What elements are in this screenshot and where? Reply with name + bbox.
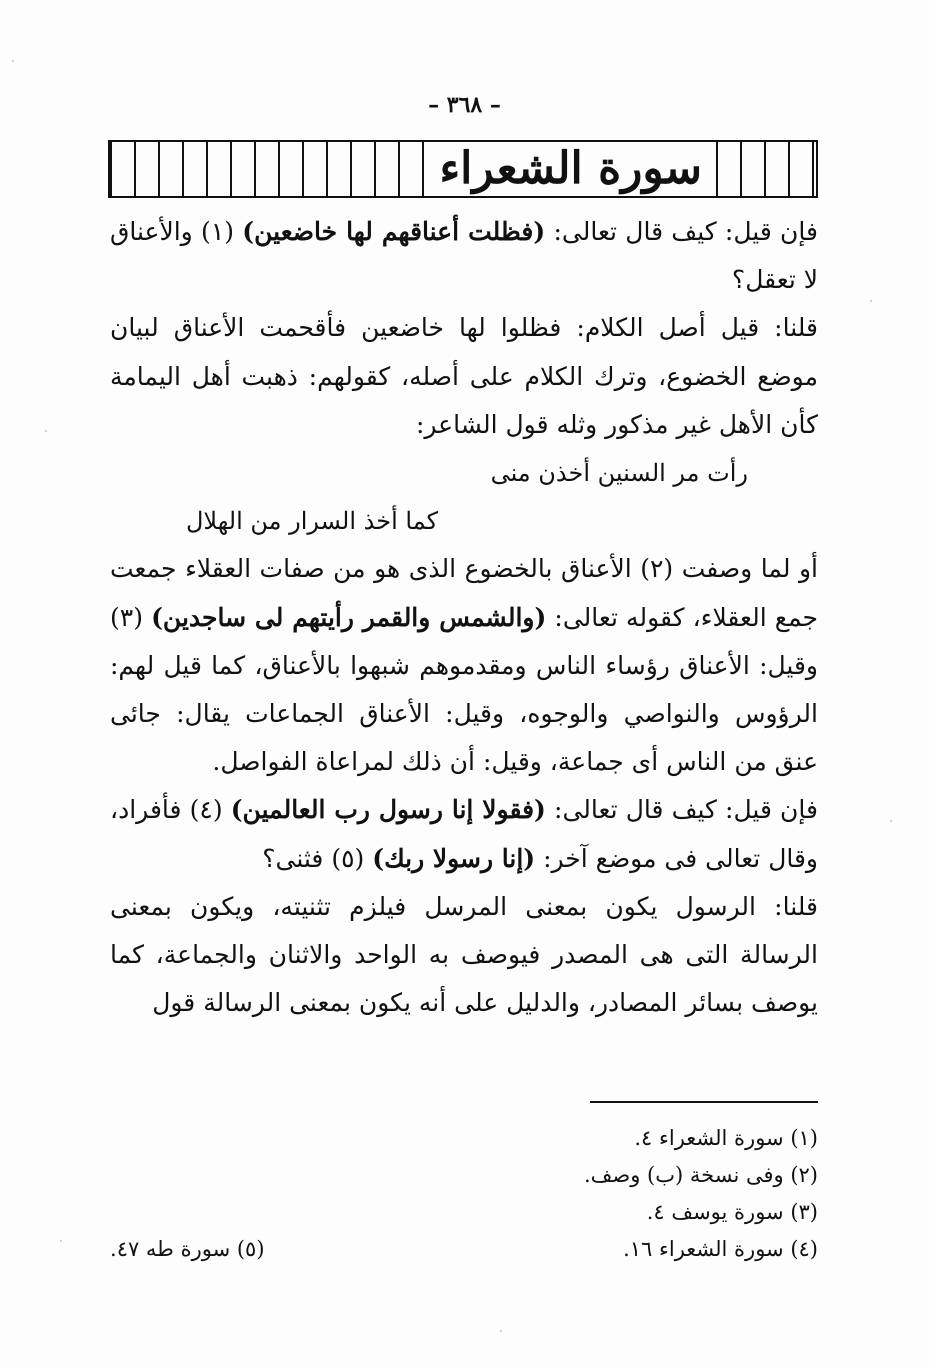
poem-line-2: كما أخذ السرار من الهلال bbox=[185, 507, 438, 536]
question-2-end: (٥) فثنى؟ bbox=[262, 843, 373, 873]
footnote-ref: (١) bbox=[192, 217, 243, 246]
scan-speck bbox=[45, 430, 47, 432]
surah-title: سورة الشعراء bbox=[425, 142, 716, 196]
question-2-mid: (٤) فأفراد، وقال تعالى فى موضع آخر: bbox=[110, 795, 818, 873]
question-2 bbox=[110, 786, 818, 882]
footnote-5: (٥) سورة طه ٤٧. bbox=[110, 1237, 265, 1261]
poem-line-1: رأت مر السنين أخذن منى bbox=[490, 459, 748, 488]
question-1 bbox=[110, 208, 818, 304]
quran-verse: (والشمس والقمر رأيتهم لى ساجدين) bbox=[151, 602, 547, 632]
scan-speck bbox=[870, 300, 872, 302]
scan-speck bbox=[890, 820, 892, 822]
question-1-intro: فإن قيل: كيف قال تعالى: bbox=[545, 217, 818, 246]
footnote-divider bbox=[590, 1101, 818, 1103]
footnotes bbox=[110, 1120, 818, 1268]
quran-verse: (إنا رسولا ربك) bbox=[372, 843, 536, 873]
quran-verse: (فقولا إنا رسول رب العالمين) bbox=[230, 795, 546, 825]
answer-2: قلنا: الرسول يكون بمعنى المرسل فيلزم تثنيته، ويكون بمعنى الرسالة التى هى المصدر فيوصف به الواحد والاثنان والجماعة، كما يوصف بسائر المصادر، والدليل على أنه يكون بمعنى الرسالة قول bbox=[110, 891, 818, 1018]
footnote-row bbox=[110, 1231, 818, 1268]
answer-1-continued bbox=[110, 545, 818, 786]
answer-1b-rest: (٣) وقيل: الأعناق رؤساء الناس ومقدموهم شبهوا بالأعناق، كما قيل لهم: الرؤوس والنواصي والوجوه، وقيل: الأعناق الجماعات يقال: جائى عنق من الناس أى جماعة، وقيل: أن ذلك لمراعاة الفواصل. bbox=[110, 602, 818, 777]
footnote-2: (٢) وفى نسخة (ب) وصف. bbox=[584, 1163, 818, 1187]
answer-1b-start: أو لما وصفت (٢) الأعناق بالخضوع الذى هو من صفات العقلاء جمعت جمع العقلاء، كقوله تعالى: bbox=[110, 554, 819, 632]
surah-title-band bbox=[108, 140, 818, 198]
page-number: – ٣٦٨ – bbox=[428, 92, 501, 118]
scan-speck bbox=[60, 1240, 62, 1242]
quran-verse: (فظلت أعناقهم لها خاضعين) bbox=[242, 217, 546, 246]
title-ornament-right bbox=[716, 142, 816, 196]
footnote-4: (٤) سورة الشعراء ١٦. bbox=[623, 1237, 818, 1261]
poem bbox=[110, 449, 818, 545]
footnote-3: (٣) سورة يوسف ٤. bbox=[646, 1200, 818, 1224]
scan-speck bbox=[500, 1330, 502, 1332]
answer-1: قلنا: قيل أصل الكلام: فظلوا لها خاضعين فأقحمت الأعناق لبيان موضع الخضوع، وترك الكلام على أصله، كقولهم: ذهبت أهل اليمامة كأن الأهل غير مذكور وثله قول الشاعر: bbox=[110, 313, 818, 439]
question-1-end: والأعناق لا تعقل؟ bbox=[110, 217, 818, 295]
scan-speck bbox=[12, 60, 14, 62]
footnote-1: (١) سورة الشعراء ٤. bbox=[634, 1126, 818, 1150]
question-2-intro: فإن قيل: كيف قال تعالى: bbox=[545, 795, 818, 825]
title-ornament-left bbox=[110, 142, 425, 196]
main-text bbox=[110, 208, 818, 1027]
